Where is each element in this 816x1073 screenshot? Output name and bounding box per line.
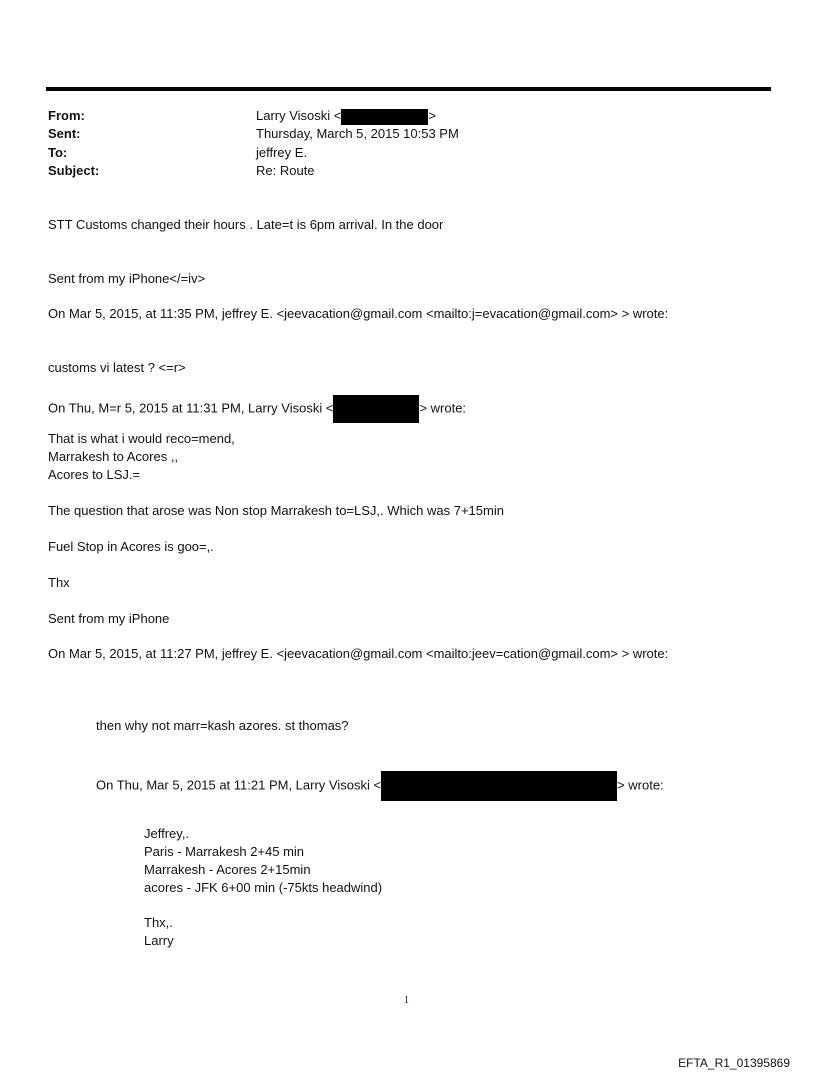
body-line: Sent from my iPhone [48,611,170,626]
body-line: STT Customs changed their hours . Late=t is 6pm arrival. In the door [48,217,444,232]
body-line: then why not marr=kash azores. st thomas? [96,718,349,733]
body-line: Marrakesh - Acores 2+15min [144,862,311,877]
header-rule [46,87,771,91]
to-label: To: [48,145,68,160]
body-line: Thx,. [144,915,173,930]
page-number: 1 [404,995,409,1006]
quote-header-pre: On Thu, M=r 5, 2015 at 11:31 PM, Larry Visoski < [48,400,334,416]
body-line: That is what i would reco=mend, [48,431,235,446]
redaction-block [341,109,428,125]
from-value [256,107,436,125]
body-line: Acores to LSJ.= [48,467,141,482]
body-line: Fuel Stop in Acores is goo=,. [48,539,214,554]
body-line: Paris - Marrakesh 2+45 min [144,844,305,859]
subject-value: Re: Route [256,163,315,178]
to-value: jeffrey E. [256,145,308,160]
sent-label: Sent: [48,126,81,141]
body-line [96,771,664,801]
body-line: The question that arose was Non stop Marrakesh to=LSJ,. Which was 7+15min [48,503,504,518]
subject-label: Subject: [48,163,100,178]
body-line: acores - JFK 6+00 min (-75kts headwind) [144,880,383,895]
body-line: customs vi latest ? <=r> [48,360,186,375]
body-line: On Mar 5, 2015, at 11:35 PM, jeffrey E. <jeevacation@gmail.com <mailto:j=evacation@gmail.com> > wrote: [48,306,669,321]
from-name: Larry Visoski < [256,108,342,123]
sent-value: Thursday, March 5, 2015 10:53 PM [256,126,459,141]
body-line: On Mar 5, 2015, at 11:27 PM, jeffrey E. <jeevacation@gmail.com <mailto:jeev=cation@gmail.com> > wrote: [48,646,669,661]
body-line: Jeffrey,. [144,826,190,841]
from-close: > [428,108,436,123]
body-line: Thx [48,575,70,590]
quote-header-post: > wrote: [617,777,664,793]
body-line: Larry [144,933,174,948]
body-line: Marrakesh to Acores ,, [48,449,179,464]
quote-header-pre: On Thu, Mar 5, 2015 at 11:21 PM, Larry Visoski < [96,777,382,793]
redaction-block [381,771,617,801]
from-label: From: [48,108,85,123]
redaction-block [333,395,419,423]
quote-header-post: > wrote: [419,400,467,416]
body-line [48,395,466,423]
body-line: Sent from my iPhone</=iv> [48,271,206,286]
bates-number: EFTA_R1_01395869 [678,1056,790,1070]
